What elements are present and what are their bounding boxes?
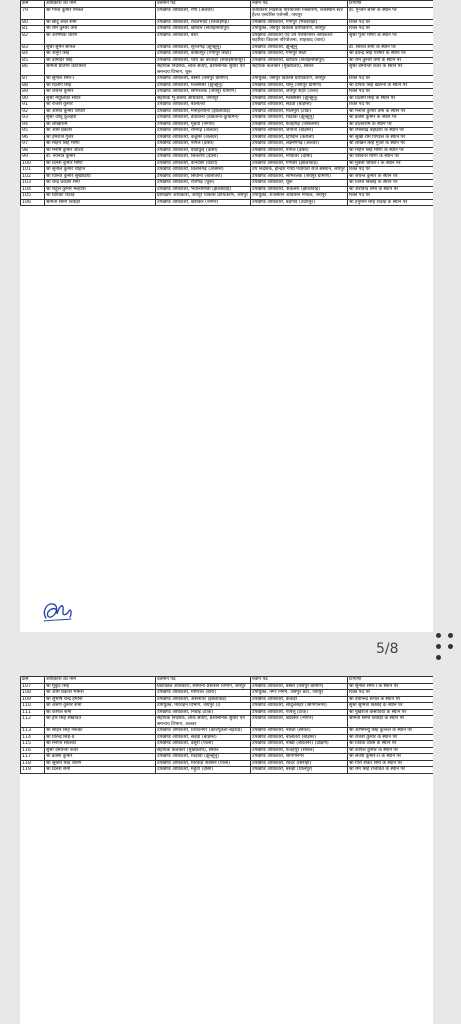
serial-cell: 86	[21, 64, 45, 76]
serial-cell: 80	[21, 19, 45, 26]
current-post-cell: प्रोटोकॉल अधिकारी, सामान्य प्रशासन विभाग, जयपुर	[156, 683, 251, 690]
current-post-cell: उपखण्ड अधिकारी, रामगढ़ (अलवर)	[156, 128, 251, 135]
serial-cell: 109	[21, 696, 45, 703]
transfer-table	[20, 676, 433, 774]
remarks-cell: श्री लाखन सिंह गुर्जर के स्थान पर	[348, 141, 434, 148]
remarks-cell: रिक्त पद पर	[348, 26, 434, 33]
remarks-cell: श्री विवेक व्यास के स्थान पर	[348, 741, 434, 748]
new-post-cell: उपखण्ड अधिकारी, सांभरलेक (जयपुर ग्रामीण)	[251, 173, 348, 180]
serial-cell: 118	[21, 760, 45, 767]
officer-name-cell: श्री हरि सिंह शेखावत	[45, 716, 156, 728]
officer-name-cell: श्री सुनील शर्मा-I	[45, 76, 156, 83]
new-post-cell: उपखण्ड अधिकारी, बड़गांव (उदयपुर)	[251, 199, 348, 206]
current-post-cell: उपखण्ड अधिकारी, सिकराय (दौसा)	[156, 154, 251, 161]
table-row	[21, 32, 434, 44]
serial-cell: 89	[21, 89, 45, 96]
current-post-cell: उपखण्ड अधिकारी, चौथ का बरवाड़ा (सवाईमाधोपुर)	[156, 57, 251, 64]
serial-cell: 102	[21, 173, 45, 180]
remarks-cell: डॉ. सरिता शर्मा के स्थान पर	[348, 44, 434, 51]
table-row	[21, 199, 434, 206]
header-serial: क्रम	[21, 1, 45, 8]
officer-name-cell: श्री कपिल शर्मा	[45, 709, 156, 716]
officer-name-cell: श्री ओम प्रकाश भामरी	[45, 690, 156, 697]
new-post-cell: उपखण्ड अधिकारी एवं उप परियोजना अधिकारी-शहरिया विकास परियोजना, शाहबाद (बारां)	[251, 32, 348, 44]
current-post-cell: उपखण्ड अधिकारी, बारां	[156, 32, 251, 44]
officer-name-cell: श्री अभिषेक चारण	[45, 32, 156, 44]
officer-name-cell: श्री विरेन्द्र सिंह-II	[45, 734, 156, 741]
current-post-cell: उपखण्ड अधिकारी, महुवा (दौसा)	[156, 767, 251, 774]
remarks-cell: श्री गौरी शंकर शर्मा के स्थान पर	[348, 760, 434, 767]
handwritten-signature	[40, 598, 76, 624]
current-post-cell: उपखण्ड अधिकारी, कनवास (कोटा)	[156, 160, 251, 167]
officer-name-cell: सुश्री जीतू कुलहरी	[45, 115, 156, 122]
table-row	[21, 108, 434, 115]
new-post-cell: उपायुक्त, नगर निगम, जयपुर ग्रेटर, जयपुर	[251, 690, 348, 697]
serial-cell: 111	[21, 709, 45, 716]
serial-cell: 87	[21, 76, 45, 83]
header-officer-name: अधिकारी का नाम	[45, 677, 156, 684]
new-post-cell: उपखण्ड अधिकारी, नेछवा (सीकर)	[251, 728, 348, 735]
transfer-table	[20, 0, 433, 206]
officer-name-cell: श्री सुभाष चन्द्र हेमानी	[45, 696, 156, 703]
remarks-cell: श्री अरविन्द शर्मा के स्थान पर	[348, 186, 434, 193]
current-post-cell: उपखण्ड अधिकारी, मारवाड़ जंक्शन (पाली)	[156, 760, 251, 767]
current-post-cell: उपखण्ड अधिकारी, चिड़ावा (झुन्झुनू)	[156, 754, 251, 761]
header-current-post: वर्तमान पद	[156, 1, 251, 8]
officer-name-cell: श्री मुकुट सिंह	[45, 683, 156, 690]
current-post-cell: उपखण्ड अधिकारी, खण्डार (सवाईमाधोपुर)	[156, 26, 251, 33]
current-post-cell: उपखण्ड अधिकारी, सूरजगढ़ (झुन्झुनू)	[156, 44, 251, 51]
officer-name-cell: श्री दामोदर सिंह	[45, 57, 156, 64]
current-post-cell: उपखण्ड अधिकारी, रावतभाटा (चित्तौड़गढ़)	[156, 19, 251, 26]
serial-cell: 96	[21, 134, 45, 141]
officer-name-cell: श्री ब्रजेश कुमार	[45, 754, 156, 761]
remarks-cell: श्री हनुमान सिंह राठौड़ के स्थान पर	[348, 199, 434, 206]
current-post-cell: उपखण्ड अधिकारी, देसूरी (पाली)	[156, 741, 251, 748]
remarks-cell: सुश्री सुमित्रा बिश्नोई के स्थान पर	[348, 703, 434, 710]
officer-name-cell: श्री दिनेश शर्मा	[45, 767, 156, 774]
current-post-cell: उपखण्ड अधिकारी, कठूमर (अलवर)	[156, 134, 251, 141]
new-post-cell: उपखण्ड अधिकारी, जयपुर शहर (उत्तर)	[251, 89, 348, 96]
new-post-cell: उपखण्ड अधिकारी, बालोतरा (बाड़मेर)	[251, 734, 348, 741]
remarks-cell: रिक्त पद पर	[348, 167, 434, 174]
new-post-cell: उपखण्ड अधिकारी, फतेहपुर (सीकर)	[251, 747, 348, 754]
current-post-cell: सहायक निदेशक, लोक सेवाऐं, प्रशासनिक सुधार एवं समन्वय विभाग, चूरू	[156, 64, 251, 76]
current-post-cell: उपखण्ड अधिकारी, सेड़वा (बाड़मेर)	[156, 734, 251, 741]
current-post-cell: उपखण्ड अधिकारी, नांगल (दौसा)	[156, 141, 251, 148]
serial-cell: 105	[21, 193, 45, 200]
officer-name-cell: श्री अनुप सिंह	[45, 51, 156, 58]
current-post-cell: उपखण्ड अधिकारी, बजीतपुर (गंगापुर सिटी)	[156, 51, 251, 58]
serial-cell: 108	[21, 690, 45, 697]
new-post-cell: उपखण्ड अधिकारी, फतेहगढ़ (जैसलमेर)	[251, 121, 348, 128]
officer-name-cell: सुश्री दमयन्ती कंवर	[45, 747, 156, 754]
current-post-cell: उपखण्ड अधिकारी, निवाई (टोंक)	[156, 709, 251, 716]
serial-cell: 114	[21, 734, 45, 741]
officer-name-cell: श्री गौरव कुमार मित्तल	[45, 7, 156, 19]
table-row	[21, 64, 434, 76]
serial-cell: 97	[21, 141, 45, 148]
officer-name-cell: श्री राजेश कुमार	[45, 102, 156, 109]
new-post-cell: उपखण्ड अधिकारी, गंगापुर सिटी	[251, 51, 348, 58]
serial-cell: 106	[21, 199, 45, 206]
current-post-cell: उपखण्ड अधिकारी, किशनगढ़ (अजमेर)	[156, 167, 251, 174]
new-post-cell: उपखण्ड अधिकारी, चिड़ावा (झुन्झुनू)	[251, 115, 348, 122]
remarks-cell: रिक्त पद पर	[348, 76, 434, 83]
table-row	[21, 7, 434, 19]
new-post-cell: उपखण्ड अधिकारी, सेड़वा (बाड़मेर)	[251, 102, 348, 109]
new-post-cell: उपखण्ड अधिकारी, बसेड़ी (धौलपुर)	[251, 767, 348, 774]
new-post-cell: उपखण्ड अधिकारी, रेवदर (सिरोही)	[251, 760, 348, 767]
serial-cell: 95	[21, 128, 45, 135]
remarks-cell: श्री दयानन्द रूपल के स्थान पर	[348, 696, 434, 703]
officer-name-cell: श्री दिलीप सिंह	[45, 82, 156, 89]
officer-name-cell: श्री राम कुमार वर्मा	[45, 26, 156, 33]
new-post-cell: उपखण्ड अधिकारी, पीपलू (टोंक)	[251, 709, 348, 716]
header-new-post: नवीन पद	[251, 1, 348, 8]
serial-cell: 88	[21, 82, 45, 89]
remarks-cell: श्री राम कुमार वर्मा के स्थान पर	[348, 57, 434, 64]
current-post-cell: उपखण्ड अधिकारी, भवानीमण्डी (झालावाड़)	[156, 186, 251, 193]
remarks-cell: सुश्री पूजा मीणा के स्थान पर	[348, 32, 434, 44]
serial-cell: 98	[21, 147, 45, 154]
remarks-cell: श्री राम सिंह राजावत के स्थान पर	[348, 767, 434, 774]
officer-name-cell: श्री सुबोध सिंह चारण	[45, 760, 156, 767]
current-post-cell: उपखण्ड अधिकारी, मनोहरथाना (झालावाड़)	[156, 108, 251, 115]
current-post-cell: उपखण्ड अधिकारी, डीडवाना (डीडवाना-कुचामन)	[156, 115, 251, 122]
officer-name-cell: श्री मनोज सोलंकी	[45, 741, 156, 748]
remarks-cell: डॉ. गुन्जन सोनी के स्थान पर	[348, 7, 434, 19]
header-officer-name: अधिकारी का नाम	[45, 1, 156, 8]
new-post-cell: उपखण्ड अधिकारी, मण्डावर (दौसा)	[251, 154, 348, 161]
remarks-cell: रिक्त पद पर	[348, 19, 434, 26]
remarks-cell: श्री सुनील शर्मा-I के स्थान पर	[348, 683, 434, 690]
officer-name-cell: श्री विनित कुमार सुखाड़िया	[45, 173, 156, 180]
new-post-cell: उपखण्ड अधिकारी, खींवसर (नागौर)	[251, 716, 348, 728]
remarks-cell: रिक्त पद पर	[348, 102, 434, 109]
serial-cell: 91	[21, 102, 45, 109]
remarks-cell: श्री सुखा राम पिण्डेल के स्थान पर	[348, 134, 434, 141]
remarks-cell: रिक्त पद पर	[348, 193, 434, 200]
serial-cell: 112	[21, 716, 45, 728]
new-post-cell: उपखण्ड अधिकारी, चूरू	[251, 180, 348, 187]
serial-cell: 90	[21, 95, 45, 102]
table-row	[21, 716, 434, 728]
remarks-cell: श्री मोहन सिंह मीणा के स्थान पर	[348, 147, 434, 154]
remarks-cell: श्री अभिमन्यु सिंह कुन्तल के स्थान पर	[348, 728, 434, 735]
officer-name-cell: श्री छोटू लाल शर्मा	[45, 19, 156, 26]
remarks-cell: श्री देवेन्द्र सिंह परमार के स्थान पर	[348, 51, 434, 58]
new-post-cell: उपखण्ड अधिकारी, हिण्डौन (करौली)	[251, 134, 348, 141]
new-post-cell: उपखण्ड अधिकारी, नोखा (बीकानेर) (दक्षिण)	[251, 741, 348, 748]
officer-name-cell: डॉ. नवनीत कुमार	[45, 154, 156, 161]
serial-cell: 79	[21, 7, 45, 19]
officer-name-cell: श्री लाखाराम	[45, 121, 156, 128]
remarks-cell: सुश्री दमयन्ती कंवर के स्थान पर	[348, 64, 434, 76]
officer-name-cell: श्री हेमराज गुर्जर	[45, 134, 156, 141]
new-post-cell: उप निदेशक, इन्दिरा गाँधी पंचायती राज संस्थान, जयपुर	[251, 167, 348, 174]
serial-cell: 94	[21, 121, 45, 128]
officer-name-cell: श्री सोहन सिंह नरूका	[45, 728, 156, 735]
current-post-cell: उपखण्ड अधिकारी, बस्सी (जयपुर ग्रामीण)	[156, 76, 251, 83]
page-indicator: 5/8	[376, 641, 399, 657]
current-post-cell: उपखण्ड अधिकारी, असनावर (झालावाड़)	[156, 696, 251, 703]
new-post-cell: उपखण्ड अधिकारी, गंगधार (झालावाड़)	[251, 160, 348, 167]
serial-cell: 81	[21, 26, 45, 33]
new-post-cell: उपायुक्त, राजस्थान आवासन मण्डल, जयपुर	[251, 193, 348, 200]
serial-cell: 93	[21, 115, 45, 122]
new-post-cell: उपखण्ड अधिकारी, मालपुरा (टोंक)	[251, 108, 348, 115]
new-post-cell: उपखण्ड अधिकारी, झुन्झुनू	[251, 44, 348, 51]
new-post-cell: उपखण्ड अधिकारी, श्रीगंगानगर	[251, 754, 348, 761]
new-post-cell: उपखण्ड अधिकारी, बस्सी (जयपुर ग्रामीण)	[251, 683, 348, 690]
more-options-icon[interactable]	[436, 633, 458, 661]
remarks-cell: श्री कपिल कुमार के स्थान पर	[348, 747, 434, 754]
serial-cell: 104	[21, 186, 45, 193]
remarks-cell: श्री दौलतराम के स्थान पर	[348, 121, 434, 128]
table-row	[21, 767, 434, 774]
current-post-cell: उपखण्ड अधिकारी, सिवाना (बालोतरा)	[156, 173, 251, 180]
remarks-cell: श्री यशवन्त मीणा के स्थान पर	[348, 154, 434, 161]
new-post-cell: उपखण्ड अधिकारी, चौमूं (जयपुर ग्रामीण)	[251, 82, 348, 89]
remarks-cell: श्री राजेश कुमार के स्थान पर	[348, 734, 434, 741]
remarks-cell: श्री रमेशचंद्र बहड़िया के स्थान पर	[348, 128, 434, 135]
current-post-cell: उपखण्ड अधिकारी, बालोतरा	[156, 102, 251, 109]
current-post-cell: उपायुक्त, परिवहन विभाग, जयपुर (I)	[156, 703, 251, 710]
serial-cell: 110	[21, 703, 45, 710]
current-post-cell: सहायक कलक्टर (मुख्यालय), सीकर	[156, 747, 251, 754]
officer-name-cell: श्री ओम प्रकाश	[45, 128, 156, 135]
document-page-6	[20, 676, 433, 1024]
remarks-cell: श्री पुखराज कसोटिया के स्थान पर	[348, 709, 434, 716]
current-post-cell: उपखण्ड अधिकारी, मूंडवा (नागौर)	[156, 121, 251, 128]
table-row	[21, 696, 434, 703]
document-page-5	[20, 0, 433, 632]
remarks-cell: रिक्त पद पर	[348, 690, 434, 697]
remarks-cell: श्री मुकेश चौधरी-I के स्थान पर	[348, 160, 434, 167]
officer-name-cell: श्रीमती प्रतिभा कोटासरा	[45, 64, 156, 76]
remarks-cell: श्री जयन्त कुमार के स्थान पर	[348, 173, 434, 180]
officer-name-cell: श्री दिनेश कुमार मीणा	[45, 160, 156, 167]
remarks-cell: श्री विनय बिश्नोई के स्थान पर	[348, 180, 434, 187]
officer-name-cell: श्री चन्द्र प्रकाश शर्मा	[45, 180, 156, 187]
serial-cell: 83	[21, 44, 45, 51]
officer-name-cell: श्री प्रियंका राठौड़	[45, 193, 156, 200]
header-remarks: टिप्पणी	[348, 677, 434, 684]
serial-cell: 116	[21, 747, 45, 754]
current-post-cell: उपखण्ड अधिकारी, विराटनगर (कोटपूतली-बहरोड़)	[156, 728, 251, 735]
new-post-cell: कार्यकारी निदेशक परियोजना निस्तारण, राजस्थान स्टेट हैल्थ एश्योरेंस एजेन्सी, जयपुर	[251, 7, 348, 19]
remarks-cell: श्री दिलीप सिंह के स्थान पर	[348, 95, 434, 102]
current-post-cell: उपखण्ड अधिकारी, मांगरोल (बारां)	[156, 690, 251, 697]
new-post-cell: उपखण्ड अधिकारी, नांगल (दौसा)	[251, 147, 348, 154]
header-serial: क्रम	[21, 677, 45, 684]
serial-cell: 82	[21, 32, 45, 44]
new-post-cell: उपखण्ड अधिकारी, केकड़ी	[251, 696, 348, 703]
new-post-cell: उपखण्ड अधिकारी, खण्डार (सवाईमाधोपुर)	[251, 57, 348, 64]
header-remarks: टिप्पणी	[348, 1, 434, 8]
current-post-cell: उपखण्ड अधिकारी, रैणी (अलवर)	[156, 7, 251, 19]
serial-cell: 103	[21, 180, 45, 187]
table-row	[21, 186, 434, 193]
officer-name-cell: श्रीमती सीमा तिवाड़ी	[45, 199, 156, 206]
serial-cell: 101	[21, 167, 45, 174]
new-post-cell: उपखण्ड अधिकारी, अकलेरा (झालावाड़)	[251, 186, 348, 193]
new-post-cell: उपखण्ड अधिकारी, गंगापुर (भीलवाड़ा)	[251, 19, 348, 26]
current-post-cell: सहायक भू-प्रबन्ध अधिकारी, जोधपुर	[156, 95, 251, 102]
officer-name-cell: श्री मनीष कुमार जाटव	[45, 147, 156, 154]
serial-cell: 85	[21, 57, 45, 64]
new-post-cell: उपखण्ड अधिकारी, सादुलशहर (श्रीगंगानगर)	[251, 703, 348, 710]
current-post-cell: उपखण्ड अधिकारी, खींवसर (नागौर)	[156, 199, 251, 206]
officer-name-cell: श्री सुनील कुमार चौहान	[45, 167, 156, 174]
current-post-cell: प्रायिक्षण अधिकारी, जयपुर विकास प्राधिकरण, जयपुर	[156, 193, 251, 200]
serial-cell: 115	[21, 741, 45, 748]
current-post-cell: सहायक निदेशक, लोक सेवाऐं, प्रशासनिक सुधार एवं समन्वय विभाग, अलवर	[156, 716, 251, 728]
serial-cell: 117	[21, 754, 45, 761]
current-post-cell: उपखण्ड अधिकारी, बांदीकुई (दौसा)	[156, 147, 251, 154]
table-row	[21, 728, 434, 735]
header-new-post: नवीन पद	[251, 677, 348, 684]
officer-name-cell: श्री जयन्त कुमार	[45, 89, 156, 96]
serial-cell: 99	[21, 154, 45, 161]
remarks-cell: श्रीमती सीमा तिवाड़ी के स्थान पर	[348, 716, 434, 728]
officer-name-cell: सुश्री मधुलिका सीवर	[45, 95, 156, 102]
serial-cell: 100	[21, 160, 45, 167]
serial-cell: 84	[21, 51, 45, 58]
new-post-cell: उपखण्ड अधिकारी, जेगाना (बाड़मेर)	[251, 128, 348, 135]
remarks-cell: रिक्त पद पर	[348, 89, 434, 96]
serial-cell: 119	[21, 767, 45, 774]
remarks-cell: श्री संजय कुमार-II के स्थान पर	[348, 754, 434, 761]
header-current-post: वर्तमान पद	[156, 677, 251, 684]
serial-cell: 107	[21, 683, 45, 690]
new-post-cell: उपायुक्त, जयपुर विकास प्राधिकरण, जयपुर	[251, 76, 348, 83]
new-post-cell: उपायुक्त, जयपुर विकास प्राधिकरण, जयपुर	[251, 26, 348, 33]
new-post-cell: उपखण्ड अधिकारी, मलसीसर (झुन्झुनू)	[251, 95, 348, 102]
remarks-cell: श्री मनोज कुमार वर्मा के स्थान पर	[348, 108, 434, 115]
remarks-cell: श्री ब्रजेश कुमार के स्थान पर	[348, 115, 434, 122]
officer-name-cell: श्री मोहन सिंह मीणा	[45, 141, 156, 148]
officer-name-cell: श्री राहुल कुमार मल्होत्रा	[45, 186, 156, 193]
remarks-cell: श्री दीपक सिंह खटाना के स्थान पर	[348, 82, 434, 89]
current-post-cell: उपखण्ड अधिकारी, राजगढ़ (चूरू)	[156, 180, 251, 187]
officer-name-cell: सुश्री सुमन सोनल	[45, 44, 156, 51]
new-post-cell: उपखण्ड अधिकारी, लक्ष्मणगढ़ (अलवर)	[251, 141, 348, 148]
officer-name-cell: श्री अमित कुमार चौधरी	[45, 108, 156, 115]
officer-name-cell: श्री अरुण कुमार शर्मा	[45, 703, 156, 710]
serial-cell: 113	[21, 728, 45, 735]
current-post-cell: उपखण्ड अधिकारी, मलसीसर (झुन्झुनू)	[156, 82, 251, 89]
current-post-cell: उपखण्ड अधिकारी, सांभरलेक (जयपुर ग्रामीण)	[156, 89, 251, 96]
new-post-cell: सहायक कलक्टर (मुख्यालय), सीकर	[251, 64, 348, 76]
serial-cell: 92	[21, 108, 45, 115]
